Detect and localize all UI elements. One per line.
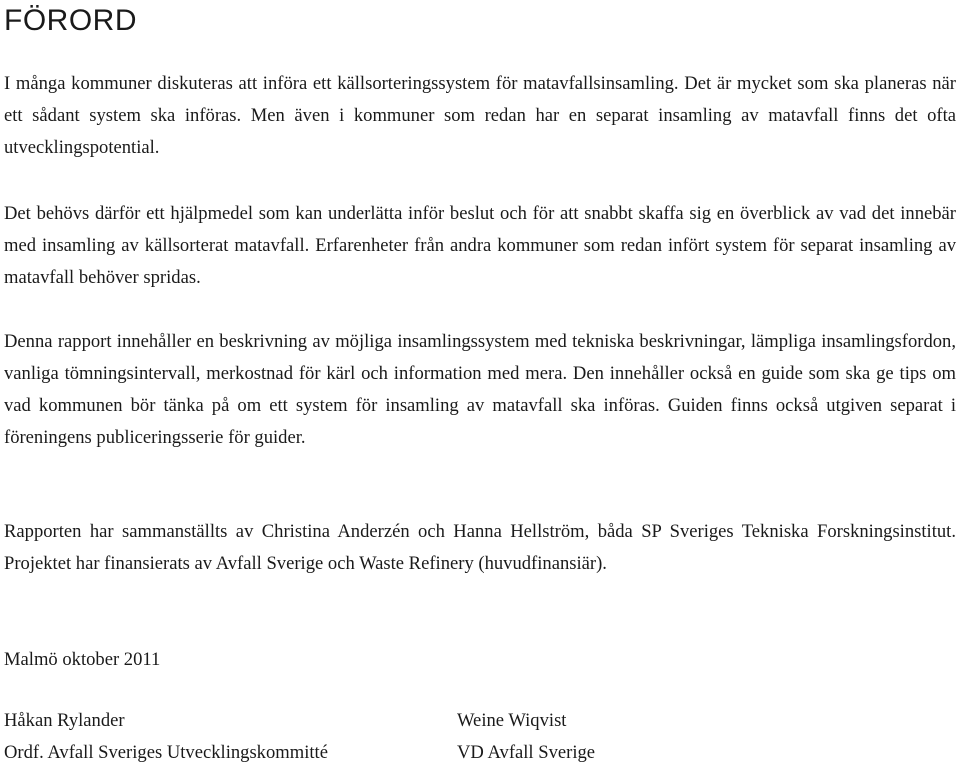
paragraph-authors: Rapporten har sammanställts av Christina Anderzén och Hanna Hellström, båda SP Sveriges Tekniska Forskningsinstitut. Projektet har finansierats av Avfall Sverige och Waste Refinery (huvudfinansiär). xyxy=(4,521,956,574)
signature-left-role: Ordf. Avfall Sveriges Utvecklingskommitté xyxy=(4,742,328,763)
signature-right xyxy=(457,705,595,769)
signature-right-name: Weine Wiqvist xyxy=(457,710,567,731)
signature-left-name: Håkan Rylander xyxy=(4,710,125,731)
paragraph-contents: Denna rapport innehåller en beskrivning av möjliga insamlingssystem med tekniska beskrivningar, lämpliga insamlingsfordon, vanliga tömningsintervall, merkostnad för kärl och information med mera. Den innehåller också en guide som ska ge tips om vad kommunen bör tänka på om ett system för insamling av matavfall ska införas. Guiden finns också utgiven separat i föreningens publiceringsserie för guider. xyxy=(4,331,956,448)
signature-left xyxy=(4,705,328,769)
page-title: FÖRORD xyxy=(4,4,137,37)
paragraph-intro: I många kommuner diskuteras att införa ett källsorteringssystem för matavfallsinsamling. Det är mycket som ska planeras när ett sådant system ska införas. Men även i kommuner som redan har en separat insamling av matavfall finns det ofta utvecklingspotential. xyxy=(4,73,956,158)
paragraph-need: Det behövs därför ett hjälpmedel som kan underlätta inför beslut och för att snabbt skaffa sig en överblick av vad det innebär med insamling av källsorterat matavfall. Erfarenheter från andra kommuner som redan infört system för separat insamling av matavfall behöver spridas. xyxy=(4,203,956,288)
dateline: Malmö oktober 2011 xyxy=(4,649,161,670)
signature-right-role: VD Avfall Sverige xyxy=(457,742,596,763)
